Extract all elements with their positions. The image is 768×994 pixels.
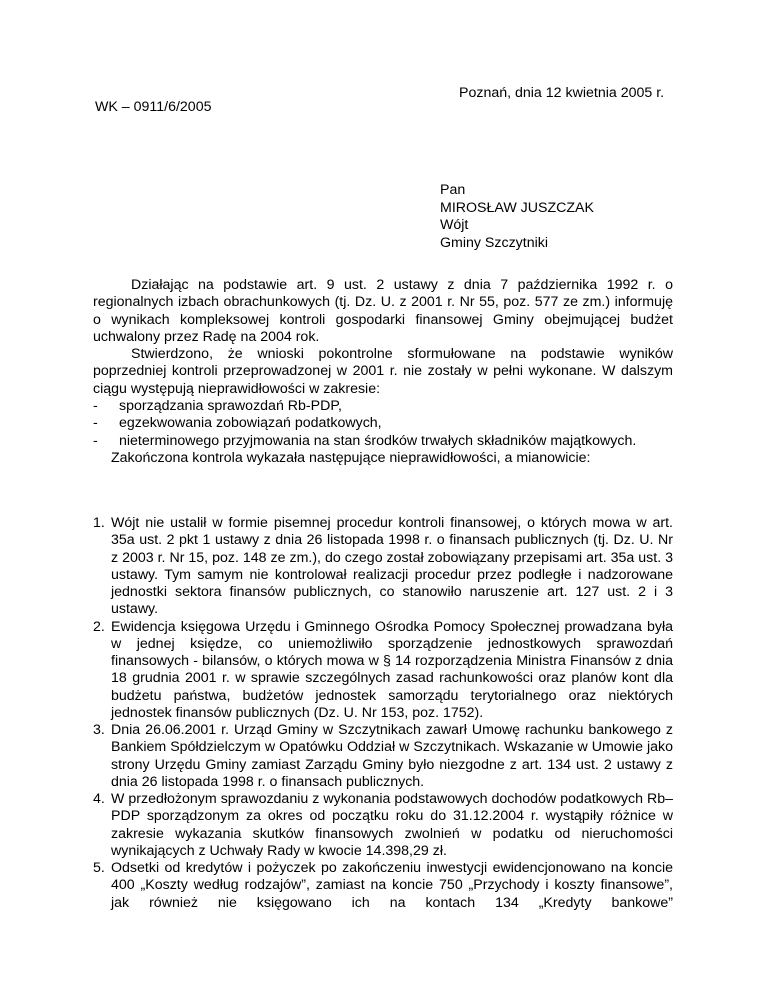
- finding-text: Wójt nie ustalił w formie pisemnej procedur kontroli finansowej, o których mowa w art. 35a ust. 2 pkt 1 ustawy z dnia 26 listopada 1998 r. o finansach publicznych (tj. Dz. U. Nr z 2003 r. Nr 15, poz. 148 ze zm.), do czego został zobowiązany przepisami art. 35a ust. 3 ustawy. Tym samym nie kontrolował realizacji procedur przez podległe i nadzorowane jednostki sektora finansów publicznych, co stanowiło naruszenie art. 127 ust. 2 i 3 ustawy.: [111, 515, 673, 618]
- addressee-position: Wójt: [440, 217, 469, 233]
- finding-text: W przedłożonym sprawozdaniu z wykonania podstawowych dochodów podatkowych Rb–PDP sporządzonym za okres od początku roku do 31.12.2004 r. wystąpiły różnice w zakresie wykazania skutków finansowych zwolnień w podatku od nieruchomości wynikających z Uchwały Rady w kwocie 14.398,29 zł.: [111, 791, 673, 859]
- list-item: - nieterminowego przyjmowania na stan środków trwałych składników majątkowych.: [93, 433, 673, 450]
- finding-text: Dnia 26.06.2001 r. Urząd Gminy w Szczytnikach zawarł Umowę rachunku bankowego z Bankiem Spółdzielczym w Opatówku Oddział w Szczytnikach. Wskazanie w Umowie jako strony Urzędu Gminy zamiast Zarządu Gminy było niezgodne z art. 134 ust. 2 ustawy z dnia 26 listopada 1998 r. o finansach publicznych.: [111, 722, 673, 790]
- addressee-office: Gminy Szczytniki: [440, 234, 548, 251]
- intro-paragraph: Działając na podstawie art. 9 ust. 2 ustawy z dnia 7 października 1992 r. o regionalnych izbach obrachunkowych (tj. Dz. U. z 2001 r. Nr 55, poz. 577 ze zm.) informuję o wynikach kompleksowej kontroli gospodarki finansowej Gminy obejmującej budżet uchwalony przez Radę na 2004 rok.: [93, 277, 673, 345]
- date-line: Poznań, dnia 12 kwietnia 2005 r.: [459, 85, 665, 101]
- finding-item: [93, 619, 673, 723]
- finding-item: [93, 722, 673, 791]
- list-item: - egzekwowania zobowiązań podatkowych,: [93, 415, 673, 432]
- finding-text: Ewidencja księgowa Urzędu i Gminnego Ośrodka Pomocy Społecznej prowadzana była w jednej księdze, co uniemożliwiło sporządzenie jednostkowych sprawozdań finansowych - bilansów, o których mowa w § 14 rozporządzenia Ministra Finansów z dnia 18 grudnia 2001 r. w sprawie szczególnych zasad rachunkowości oraz planów kont dla budżetu państwa, budżetów jednostek samorządu terytorialnego oraz niektórych jednostek finansów publicznych (Dz. U. Nr 153, poz. 1752).: [111, 618, 673, 721]
- finding-item: [93, 791, 673, 860]
- addressee-block: [440, 182, 594, 252]
- finding-number: 5.: [93, 860, 105, 876]
- findings-list: [93, 515, 673, 912]
- finding-number: 1.: [93, 515, 105, 531]
- intro-paragraph: Zakończona kontrola wykazała następujące nieprawidłowości, a mianowicie:: [111, 449, 591, 466]
- finding-text: Odsetki od kredytów i pożyczek po zakończeniu inwestycji ewidencjonowano na koncie 400 „Koszty według rodzajów”, zamiast na koncie 750 „Przychody i koszty finansowe”, jak również nie księgowano ich na kontach 134 „Kredyty bankowe”: [111, 860, 673, 911]
- finding-item: [93, 860, 673, 912]
- intro-paragraph: Stwierdzono, że wnioski pokontrolne sformułowane na podstawie wyników poprzedniej kontroli przeprowadzonej w 2001 r. nie zostały w pełni wykonane. W dalszym ciągu występują nieprawidłowości w zakresie:: [93, 346, 673, 397]
- irregularities-list: [93, 398, 673, 450]
- finding-number: 3.: [93, 722, 105, 738]
- reference-number: WK – 0911/6/2005: [95, 99, 212, 115]
- finding-number: 2.: [93, 618, 105, 635]
- addressee-salutation: Pan: [440, 182, 466, 198]
- addressee-name: MIROSŁAW JUSZCZAK: [440, 199, 594, 216]
- list-item: - sporządzania sprawozdań Rb-PDP,: [93, 398, 673, 415]
- intro-section: [93, 277, 673, 467]
- findings-section: [93, 515, 673, 912]
- finding-item: [93, 515, 673, 619]
- finding-number: 4.: [93, 791, 105, 807]
